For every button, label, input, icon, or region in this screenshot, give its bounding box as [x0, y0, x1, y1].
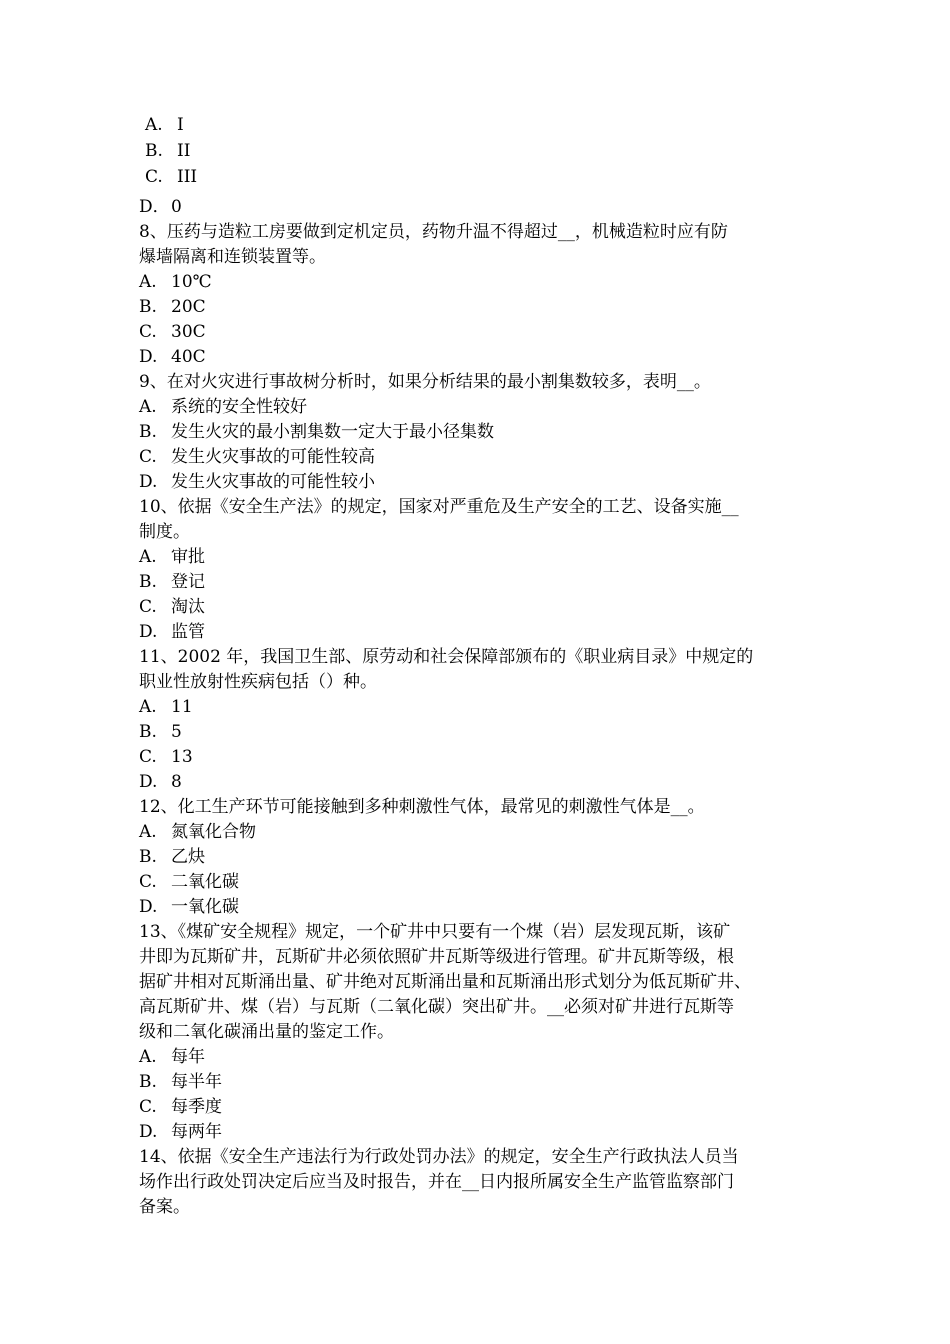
option-text: 每两年: [171, 1122, 222, 1142]
option-text: 发生火灾的最小割集数一定大于最小径集数: [171, 422, 494, 442]
option-item: [139, 1070, 839, 1095]
question-text-line: 高瓦斯矿井、煤（岩）与瓦斯（二氧化碳）突出矿井。__必须对矿井进行瓦斯等: [139, 997, 734, 1017]
option-item: [139, 870, 839, 895]
option-item: [139, 445, 839, 470]
option-item: [139, 895, 839, 920]
option-item: [139, 820, 839, 845]
option-text: 二氧化碳: [171, 872, 239, 892]
question-text-line: 10、依据《安全生产法》的规定，国家对严重危及生产安全的工艺、设备实施__: [139, 497, 739, 517]
question-list: [139, 220, 839, 1220]
option-d: [139, 195, 839, 220]
option-text: 每年: [171, 1047, 205, 1067]
option-text: II: [177, 141, 191, 161]
question-text-line: 职业性放射性疾病包括（）种。: [139, 672, 377, 692]
option-letter: C.: [139, 747, 157, 767]
option-text: 0: [171, 197, 182, 217]
question-block: [139, 645, 839, 795]
option-letter: C.: [139, 1097, 157, 1117]
question-block: [139, 495, 839, 645]
option-letter: C.: [139, 322, 157, 342]
question-text-line: 据矿井相对瓦斯涌出量、矿井绝对瓦斯涌出量和瓦斯涌出形式划分为低瓦斯矿井、: [139, 972, 751, 992]
option-letter: A.: [139, 697, 157, 717]
option-a: [145, 112, 839, 138]
question-text-line: 9、在对火灾进行事故树分析时，如果分析结果的最小割集数较多，表明__。: [139, 372, 711, 392]
option-text: Ⅰ: [177, 115, 184, 135]
option-text: 监管: [171, 622, 205, 642]
option-letter: D.: [139, 347, 158, 367]
option-text: 审批: [171, 547, 205, 567]
question-text-line: 爆墙隔离和连锁装置等。: [139, 247, 326, 267]
question-block: [139, 370, 839, 495]
question-text-line: 11、2002 年，我国卫生部、原劳动和社会保障部颁布的《职业病目录》中规定的: [139, 647, 754, 667]
option-text: 系统的安全性较好: [171, 397, 307, 417]
option-letter: A.: [139, 822, 157, 842]
option-item: [139, 270, 839, 295]
option-letter: A.: [139, 272, 157, 292]
option-item: [139, 420, 839, 445]
option-letter: B.: [139, 1072, 157, 1092]
question-text-line: 井即为瓦斯矿井，瓦斯矿井必须依照矿井瓦斯等级进行管理。矿井瓦斯等级，根: [139, 947, 734, 967]
question-block: [139, 220, 839, 370]
first-options: [145, 112, 839, 190]
option-letter: C.: [139, 597, 157, 617]
option-text: 40C: [171, 347, 206, 367]
option-text: 30C: [171, 322, 206, 342]
option-letter: B.: [145, 141, 163, 161]
option-item: [139, 545, 839, 570]
option-text: 淘汰: [171, 597, 205, 617]
question-text-line: 级和二氧化碳涌出量的鉴定工作。: [139, 1022, 394, 1042]
option-letter: B.: [139, 722, 157, 742]
option-item: [139, 1120, 839, 1145]
option-text: 一氧化碳: [171, 897, 239, 917]
option-item: [139, 570, 839, 595]
option-item: [139, 720, 839, 745]
option-item: [139, 770, 839, 795]
option-text: 氮氧化合物: [171, 822, 256, 842]
option-text: 8: [171, 772, 182, 792]
question-block: [139, 1145, 839, 1220]
option-letter: B.: [139, 847, 157, 867]
option-item: [139, 845, 839, 870]
option-text: 发生火灾事故的可能性较高: [171, 447, 375, 467]
option-letter: D.: [139, 772, 158, 792]
option-text: 10℃: [171, 272, 212, 292]
option-item: [139, 320, 839, 345]
option-item: [139, 595, 839, 620]
option-text: 11: [171, 697, 193, 717]
option-item: [139, 620, 839, 645]
question-text-line: 12、化工生产环节可能接触到多种刺激性气体，最常见的刺激性气体是__。: [139, 797, 705, 817]
option-item: [139, 395, 839, 420]
option-item: [139, 695, 839, 720]
option-letter: C.: [139, 872, 157, 892]
option-letter: D.: [139, 622, 158, 642]
question-text-line: 制度。: [139, 522, 190, 542]
question-block: [139, 920, 839, 1145]
option-text: 登记: [171, 572, 205, 592]
option-letter: A.: [139, 1047, 157, 1067]
question-block: [139, 795, 839, 920]
question-text-line: 场作出行政处罚决定后应当及时报告，并在__日内报所属安全生产监管监察部门: [139, 1172, 734, 1192]
option-text: 每季度: [171, 1097, 222, 1117]
option-item: [139, 470, 839, 495]
option-item: [139, 745, 839, 770]
option-letter: D．: [139, 197, 170, 217]
option-letter: B.: [139, 422, 157, 442]
option-item: [139, 295, 839, 320]
question-text-line: 14、依据《安全生产违法行为行政处罚办法》的规定，安全生产行政执法人员当: [139, 1147, 739, 1167]
option-text: 13: [171, 747, 193, 767]
option-text: 乙炔: [171, 847, 205, 867]
option-letter: B.: [139, 572, 157, 592]
option-item: [139, 1045, 839, 1070]
question-text-line: 备案。: [139, 1197, 190, 1217]
option-text: 5: [171, 722, 182, 742]
option-item: [139, 345, 839, 370]
option-b: [145, 138, 839, 164]
option-text: III: [177, 167, 198, 187]
question-content: [139, 112, 839, 1220]
option-letter: C.: [139, 447, 157, 467]
option-letter: C.: [145, 167, 163, 187]
option-letter: B.: [139, 297, 157, 317]
option-letter: D.: [139, 897, 158, 917]
option-letter: A.: [139, 397, 157, 417]
option-letter: D.: [139, 1122, 158, 1142]
option-letter: A.: [139, 547, 157, 567]
question-text-line: 13、《煤矿安全规程》规定，一个矿井中只要有一个煤（岩）层发现瓦斯，该矿: [139, 922, 731, 942]
option-text: 每半年: [171, 1072, 222, 1092]
option-text: 发生火灾事故的可能性较小: [171, 472, 375, 492]
question-text-line: 8、压药与造粒工房要做到定机定员，药物升温不得超过__，机械造粒时应有防: [139, 222, 728, 242]
option-text: 20C: [171, 297, 206, 317]
option-c: [145, 164, 839, 190]
option-letter: D.: [139, 472, 158, 492]
option-item: [139, 1095, 839, 1120]
option-letter: A.: [145, 115, 163, 135]
